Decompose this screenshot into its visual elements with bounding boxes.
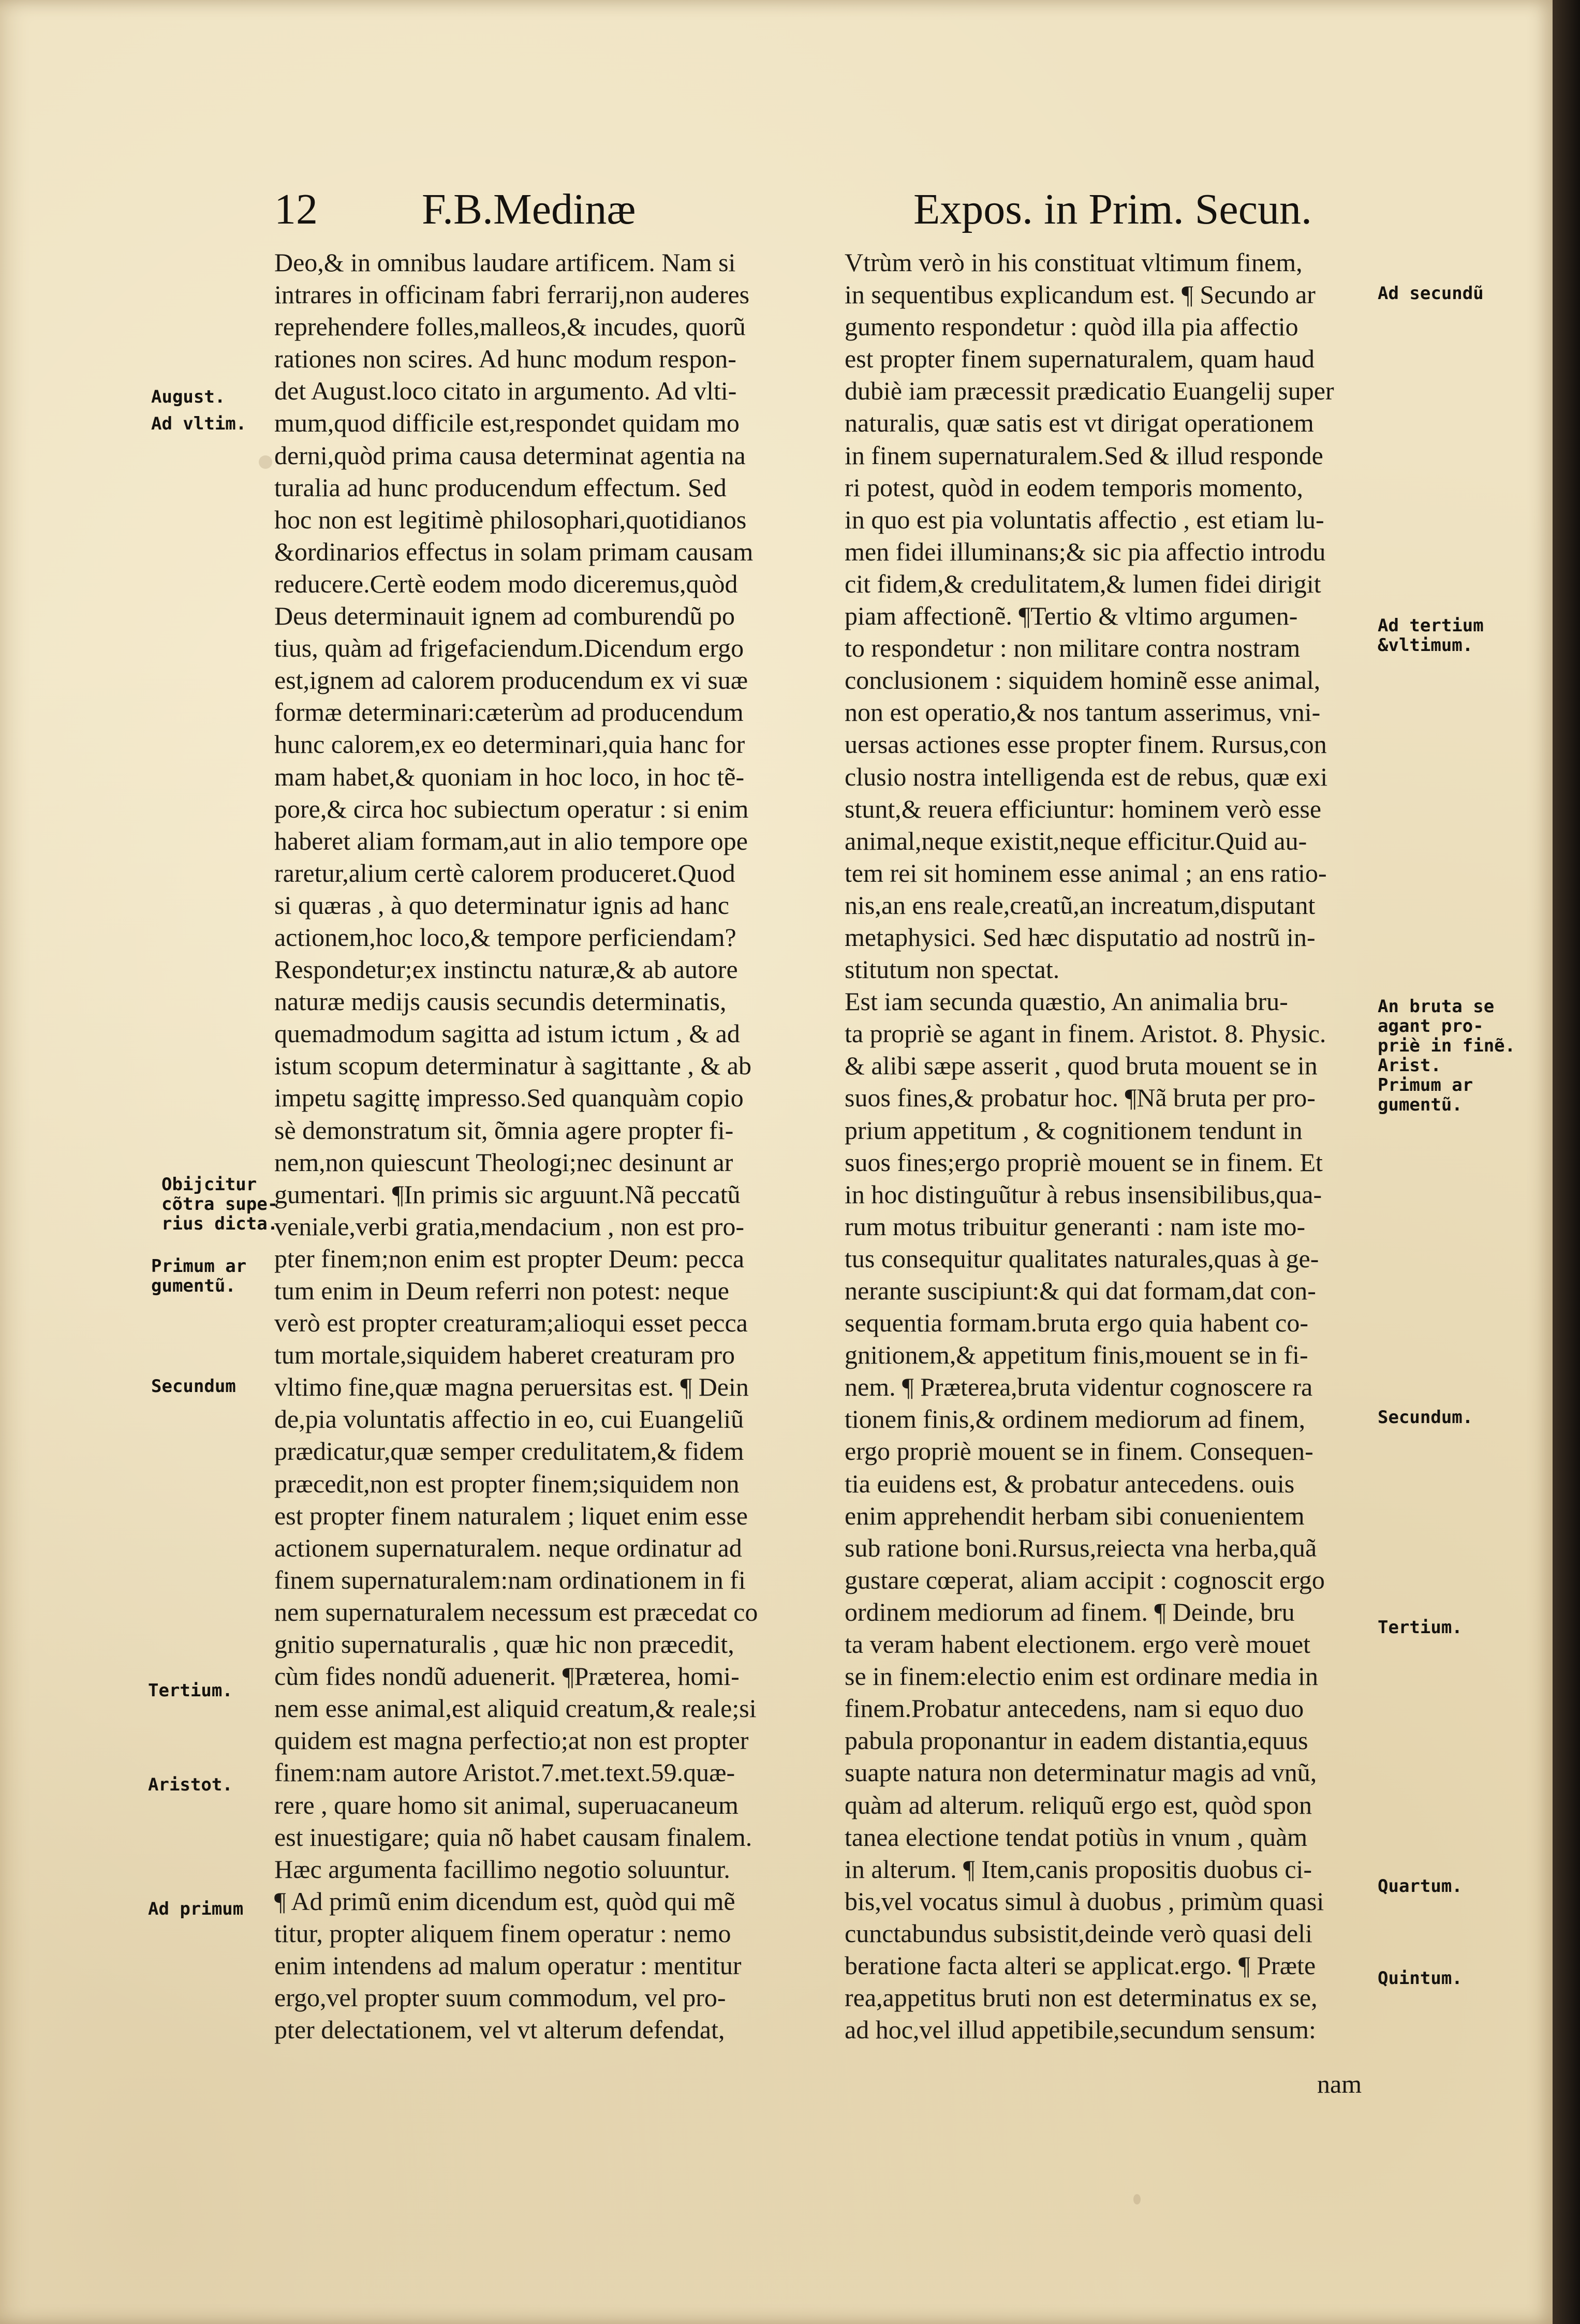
catchword: nam [1317,2069,1362,2098]
text-line: haberet aliam formam,aut in alio tempore ope [274,826,748,855]
text-line: derni,quòd prima causa determinat agentia na [274,440,746,470]
text-line: in sequentibus explicandum est. ¶ Secundo ar [845,280,1316,309]
text-line: nem,non quiescunt Theologi;nec desinunt ar [274,1147,733,1177]
text-line: veniale,verbi gratia,mendacium , non est pro- [274,1211,745,1241]
text-line: nis,an ens reale,creatũ,an increatum,disputant [845,890,1316,920]
text-line: hunc calorem,ex eo determinari,quia hanc for [274,730,745,759]
text-line: &ordinarios effectus in solam primam causam [274,537,754,566]
text-line: ergo,vel propter suum commodum, vel pro- [274,1983,726,2012]
text-line: actionem supernaturalem. neque ordinatur ad [274,1533,742,1562]
text-line: titur, propter aliquem finem operatur : nemo [274,1918,731,1948]
margin-note-tertium-left: Tertium. [148,1680,233,1701]
text-line: suos fines,& probatur hoc. ¶Nã bruta per pro- [845,1083,1316,1113]
text-line: gustare cœperat, aliam accipit : cognoscit ergo [845,1565,1325,1594]
running-head [0,181,1553,238]
margin-note-quartum: Quartum. [1378,1876,1463,1897]
margin-note-obijcitur: Obijcitur cõtra supe- rius dicta. [161,1174,278,1234]
text-line: prium appetitum , & cognitionem tendunt in [845,1115,1303,1145]
text-line: in quo est pia voluntatis affectio , est etiam lu- [845,505,1324,534]
text-line: actionem,hoc loco,& tempore perficiendam? [274,922,736,952]
text-line: suos fines;ergo propriè mouent se in finem. Et [845,1147,1323,1177]
text-line: est,ignem ad calorem producendum ex vi suæ [274,665,748,695]
book-edge [1553,0,1580,2324]
text-line: det August.loco citato in argumento. Ad vlti- [274,376,737,406]
text-line: metaphysici. Sed hæc disputatio ad nostrũ in- [845,922,1316,952]
left-text-column [274,246,802,2046]
text-line: impetu sagittę impresso.Sed quanquàm copio [274,1083,744,1113]
text-line: in alterum. ¶ Item,canis propositis duobus ci- [845,1854,1312,1884]
text-line: Deus determinauit ignem ad comburendũ po [274,601,735,631]
text-line: tum mortale,siquidem haberet creaturam pro [274,1340,735,1370]
text-line: conclusionem : siquidem hominẽ esse animal, [845,665,1321,695]
text-line: in finem supernaturalem.Sed & illud responde [845,440,1323,470]
paper-stain [1133,2194,1141,2204]
text-line: quemadmodum sagitta ad istum ictum , & ad [274,1019,740,1048]
text-line: sequentia formam.bruta ergo quia habent co- [845,1308,1308,1338]
text-line: sè demonstratum sit, õmnia agere propter fi- [274,1115,734,1145]
text-line: bis,vel vocatus simul à duobus , primùm quasi [845,1886,1324,1916]
text-line: in hoc distinguũtur à rebus insensibilibus,qua- [845,1179,1322,1209]
text-line: præcedit,non est propter finem;siquidem non [274,1469,740,1498]
text-line: gnitionem,& appetitum finis,mouent se in fi- [845,1340,1308,1370]
text-line: pter delectationem, vel vt alterum defendat, [274,2015,725,2045]
text-line: men fidei illuminans;& sic pia affectio introdu [845,537,1326,566]
text-line: uersas actiones esse propter finem. Rursus,con [845,730,1327,759]
page-number: 12 [274,185,318,233]
text-line: est inuestigare; quia nõ habet causam finalem. [274,1822,752,1852]
text-line: beratione facta alteri se applicat.ergo. ¶ Præte [845,1950,1316,1980]
text-line: mam habet,& quoniam in hoc loco, in hoc tẽ- [274,762,745,791]
text-line: reprehendere folles,malleos,& incudes, quorũ [274,312,746,342]
text-line: finem supernaturalem:nam ordinationem in fi [274,1565,746,1594]
margin-note-ad-vltim: Ad vltim. [151,413,247,434]
text-line: nerante suscipiunt:& qui dat formam,dat con- [845,1276,1316,1305]
text-line: raretur,alium certè calorem produceret.Quod [274,858,735,887]
text-line: tus consequitur qualitates naturales,quas à ge- [845,1244,1319,1273]
text-line: cit fidem,& credulitatem,& lumen fidei dirigit [845,569,1321,598]
text-line: se in finem:electio enim est ordinare media in [845,1662,1318,1691]
margin-note-quintum: Quintum. [1378,1968,1463,1989]
text-line: tanea electione tendat potiùs in vnum , quàm [845,1822,1308,1852]
margin-note-ad-secundum: Ad secundũ [1378,283,1484,304]
text-line: tum enim in Deum referri non potest: neque [274,1276,729,1305]
text-line: suapte natura non determinatur magis ad vnũ, [845,1758,1317,1787]
text-line: enim intendens ad malum operatur : mentitur [274,1950,742,1980]
text-line: to respondetur : non militare contra nostram [845,633,1301,663]
text-line: nem esse animal,est aliquid creatum,& reale;si [274,1694,757,1723]
text-line: rationes non scires. Ad hunc modum respon- [274,344,736,374]
text-line: Vtrùm verò in his constituat vltimum finem, [845,248,1303,277]
text-line: si quæras , à quo determinatur ignis ad hanc [274,890,729,920]
running-head-title: Expos. in Prim. Secun. [913,185,1312,233]
text-line: prædicatur,quæ semper credulitatem,& fidem [274,1437,744,1466]
text-line: ordinem mediorum ad finem. ¶ Deinde, bru [845,1597,1295,1626]
margin-note-ad-primum: Ad primum [148,1899,244,1919]
text-line: finem.Probatur antecedens, nam si equo duo [845,1694,1304,1723]
text-line: stunt,& reuera efficiuntur: hominem verò esse [845,794,1322,823]
text-line: ad hoc,vel illud appetibile,secundum sensum: [845,2015,1316,2045]
margin-note-august: August. [151,387,226,407]
text-line: cùm fides nondũ aduenerit. ¶Præterea, homi- [274,1662,740,1691]
text-line: naturalis, quæ satis est vt dirigat operationem [845,408,1314,438]
text-line: gumento respondetur : quòd illa pia affectio [845,312,1298,342]
margin-note-tertium-right: Tertium. [1378,1617,1463,1638]
text-line: tionem finis,& ordinem mediorum ad finem, [845,1404,1306,1434]
text-line: rere , quare homo sit animal, superuacaneum [274,1790,739,1819]
text-line: nem supernaturalem necessum est præcedat co [274,1597,758,1626]
text-line: turalia ad hunc producendum effectum. Sed [274,472,727,502]
text-line: & alibi sæpe asserit , quod bruta mouent se in [845,1051,1318,1080]
text-line: non est operatio,& nos tantum asserimus, vni- [845,698,1321,727]
text-line: tem rei sit hominem esse animal ; an ens ratio- [845,858,1327,887]
text-line: tia euidens est, & probatur antecedens. ouis [845,1469,1295,1498]
text-line: Respondetur;ex instinctu naturæ,& ab autore [274,955,738,984]
text-line: naturæ medijs causis secundis determinatis, [274,987,727,1016]
text-line: istum scopum determinatur à sagittante , & ab [274,1051,751,1080]
text-line: pore,& circa hoc subiectum operatur : si enim [274,794,749,823]
text-line: ta veram habent electionem. ergo verè mouet [845,1630,1311,1659]
text-line: nem. ¶ Præterea,bruta videntur cognoscere ra [845,1372,1313,1402]
text-line: quàm ad alterum. reliquũ ergo est, quòd spon [845,1790,1312,1819]
text-line: formæ determinari:cæterùm ad producendum [274,698,744,727]
text-line: rea,appetitus bruti non est determinatus ex se, [845,1983,1318,2012]
text-line: pabula proponantur in eadem distantia,equus [845,1726,1308,1755]
text-line: clusio nostra intelligenda est de rebus, quæ exi [845,762,1328,791]
text-line: finem:nam autore Aristot.7.met.text.59.quæ- [274,1758,735,1787]
text-line: reducere.Certè eodem modo diceremus,quòd [274,569,738,598]
text-line: Deo,& in omnibus laudare artificem. Nam si [274,248,736,277]
right-text-column [845,246,1380,2046]
margin-note-an-bruta: An bruta se agant pro- priè in finẽ. Arist. Primum ar gumentũ. [1378,996,1516,1115]
text-line: de,pia voluntatis affectio in eo, cui Euangeliũ [274,1404,744,1434]
text-line: est propter finem naturalem ; liquet enim esse [274,1501,748,1530]
margin-note-secundum-right: Secundum. [1378,1407,1473,1428]
margin-note-secundum-left: Secundum [151,1376,236,1397]
text-line: Hæc argumenta facillimo negotio soluuntur. [274,1854,730,1884]
text-line: gumentari. ¶In primis sic arguunt.Nã peccatũ [274,1179,741,1209]
text-line: Est iam secunda quæstio, An animalia bru- [845,987,1288,1016]
text-line: ergo propriè mouent se in finem. Consequen- [845,1437,1313,1466]
text-line: enim apprehendit herbam sibi conuenientem [845,1501,1305,1530]
text-line: piam affectionẽ. ¶Tertio & vltimo argumen- [845,601,1298,631]
paper-stain [259,455,272,469]
text-line: vltimo fine,quæ magna peruersitas est. ¶ Dein [274,1372,749,1402]
text-line: gnitio supernaturalis , quæ hic non præcedit, [274,1630,734,1659]
text-line: dubiè iam præcessit prædicatio Euangelij super [845,376,1334,406]
text-line: ta propriè se agant in finem. Aristot. 8. Physic. [845,1019,1326,1048]
running-head-author: F.B.Medinæ [422,185,636,233]
text-line: pter finem;non enim est propter Deum: pecca [274,1244,745,1273]
text-line: rum motus tribuitur generanti : nam iste mo- [845,1211,1306,1241]
text-line: est propter finem supernaturalem, quam haud [845,344,1315,374]
text-line: animal,neque existit,neque efficitur.Quid au- [845,826,1307,855]
text-line: sub ratione boni.Rursus,reiecta vna herba,quã [845,1533,1317,1562]
text-line: verò est propter creaturam;alioqui esset pecca [274,1308,748,1338]
text-line: quidem est magna perfectio;at non est propter [274,1726,749,1755]
text-line: ¶ Ad primũ enim dicendum est, quòd qui mẽ [274,1886,735,1916]
text-line: mum,quod difficile est,respondet quidam mo [274,408,740,438]
margin-note-primum-argumentum-left: Primum ar gumentũ. [151,1256,247,1296]
text-line: stitutum non spectat. [845,955,1060,984]
text-line: intrares in officinam fabri ferrarij,non auderes [274,280,750,309]
margin-note-aristot-left: Aristot. [148,1774,233,1795]
margin-note-ad-tertium: Ad tertium &vltimum. [1378,615,1484,656]
text-line: hoc non est legitimè philosophari,quotidianos [274,505,747,534]
text-line: cunctabundus subsistit,deinde verò quasi deli [845,1918,1313,1948]
text-line: tius, quàm ad frigefaciendum.Dicendum ergo [274,633,744,663]
text-line: ri potest, quòd in eodem temporis momento, [845,472,1303,502]
